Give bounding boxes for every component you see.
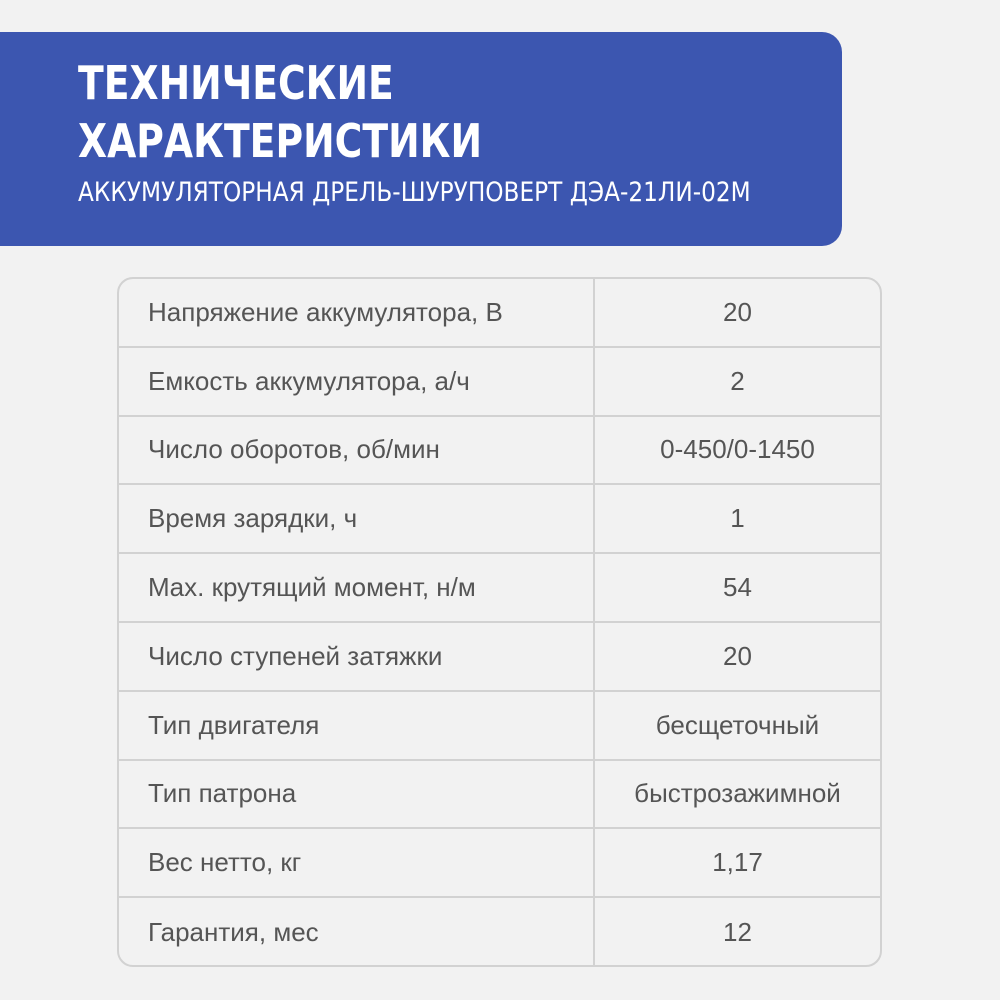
spec-value: бесщеточный (655, 709, 820, 740)
spec-value: быстрозажимной (634, 778, 841, 809)
spec-table (117, 277, 882, 967)
table-row (119, 554, 880, 623)
title-line-1: ТЕХНИЧЕСКИЕ (78, 56, 394, 110)
table-row (119, 898, 880, 967)
table-row (119, 761, 880, 830)
table-row (119, 485, 880, 554)
spec-label: Гарантия, мес (119, 898, 595, 967)
title-line-2: ХАРАКТЕРИСТИКИ (78, 114, 483, 168)
spec-value: 0-450/0-1450 (660, 434, 815, 465)
spec-value: 20 (723, 296, 752, 327)
table-row (119, 623, 880, 692)
spec-label: Тип двигателя (119, 692, 595, 759)
header-banner (0, 32, 842, 246)
spec-label: Число ступеней затяжки (119, 623, 595, 690)
table-row (119, 348, 880, 417)
table-row (119, 692, 880, 761)
spec-label: Вес нетто, кг (119, 829, 595, 896)
spec-label: Число оборотов, об/мин (119, 417, 595, 484)
spec-label: Напряжение аккумулятора, В (119, 279, 595, 346)
table-row (119, 279, 880, 348)
spec-value: 1,17 (712, 847, 763, 878)
spec-label: Время зарядки, ч (119, 485, 595, 552)
product-subtitle: АККУМУЛЯТОРНАЯ ДРЕЛЬ-ШУРУПОВЕРТ ДЭА-21ЛИ-02М (78, 177, 751, 208)
spec-value: 12 (723, 917, 752, 948)
spec-label: Тип патрона (119, 761, 595, 828)
table-row (119, 417, 880, 486)
spec-value: 54 (723, 572, 752, 603)
spec-label: Емкость аккумулятора, а/ч (119, 348, 595, 415)
spec-value: 1 (730, 503, 745, 534)
table-row (119, 829, 880, 898)
spec-value: 20 (723, 640, 752, 671)
spec-label: Max. крутящий момент, н/м (119, 554, 595, 621)
spec-value: 2 (730, 365, 745, 396)
